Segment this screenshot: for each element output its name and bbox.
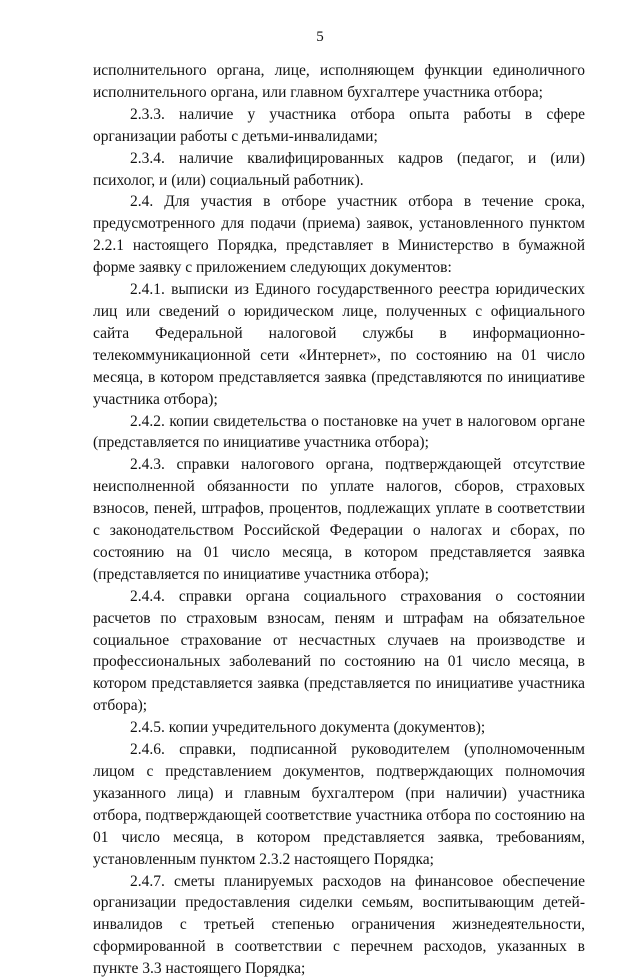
paragraph-2-4: 2.4. Для участия в отборе участник отбора в течение срока, предусмотренного для подачи (приема) заявок, установленного пунктом 2.2.1 настоящего Порядка, представляет в Министерство в бумажной форме заявку с приложением следующих документов: bbox=[93, 193, 585, 277]
paragraph-continuation: исполнительного органа, лице, исполняющем функции единоличного исполнительного органа, или главном бухгалтере участника отбора; bbox=[93, 62, 585, 101]
paragraph-2-3-3: 2.3.3. наличие у участника отбора опыта работы в сфере организации работы с детьми-инвалидами; bbox=[93, 105, 585, 145]
paragraph-2-4-6: 2.4.6. справки, подписанной руководителем (уполномоченным лицом с представлением документов, подтверждающих полномочия указанного лица) и главным бухгалтером (при наличии) участника отбора, подтверждающей соответствие участника отбора по состоянию на 01 число месяца, в котором представляется заявка, требованиям, установленным пунктом 2.3.2 настоящего Порядка; bbox=[93, 741, 585, 868]
paragraph-2-4-7: 2.4.7. сметы планируемых расходов на финансовое обеспечение организации предоставления сиделки семьям, воспитывающим детей-инвалидов с третьей степенью ограничения жизнедеятельности, сформированной в соответствии с перечнем расходов, указанных в пункте 3.3 настоящего Порядка; bbox=[93, 872, 585, 978]
paragraph-2-4-3: 2.4.3. справки налогового органа, подтверждающей отсутствие неисполненной обязанности по уплате налогов, сборов, страховых взносов, пеней, штрафов, процентов, подлежащих уплате в соответствии с законодательством Российской Федерации о налогах и сборах, по состоянию на 01 число месяца, в котором представляется заявка (представляется по инициативе участника отбора); bbox=[93, 456, 585, 583]
paragraph-2-4-1: 2.4.1. выписки из Единого государственного реестра юридических лиц или сведений о юридическом лице, полученных с официального сайта Федеральной налоговой службы в информационно-телекоммуникационной сети «Интернет», по состоянию на 01 число месяца, в котором представляется заявка (представляются по инициативе участника отбора); bbox=[93, 281, 585, 408]
paragraph-2-3-4: 2.3.4. наличие квалифицированных кадров (педагог, и (или) психолог, и (или) социальный работник). bbox=[93, 149, 585, 189]
page-number: 5 bbox=[316, 29, 324, 45]
document-body bbox=[93, 60, 585, 980]
paragraph-2-4-5: 2.4.5. копии учредительного документа (документов); bbox=[130, 719, 486, 737]
paragraph-2-4-4: 2.4.4. справки органа социального страхования о состоянии расчетов по страховым взносам, пеням и штрафам на обязательное социальное страхование от несчастных случаев на производстве и профессиональных заболеваний по состоянию на 01 число месяца, в котором представляется заявка (представляется по инициативе участника отбора); bbox=[93, 587, 585, 715]
paragraph-2-4-2: 2.4.2. копии свидетельства о постановке на учет в налоговом органе (представляется по инициативе участника отбора); bbox=[93, 412, 585, 452]
